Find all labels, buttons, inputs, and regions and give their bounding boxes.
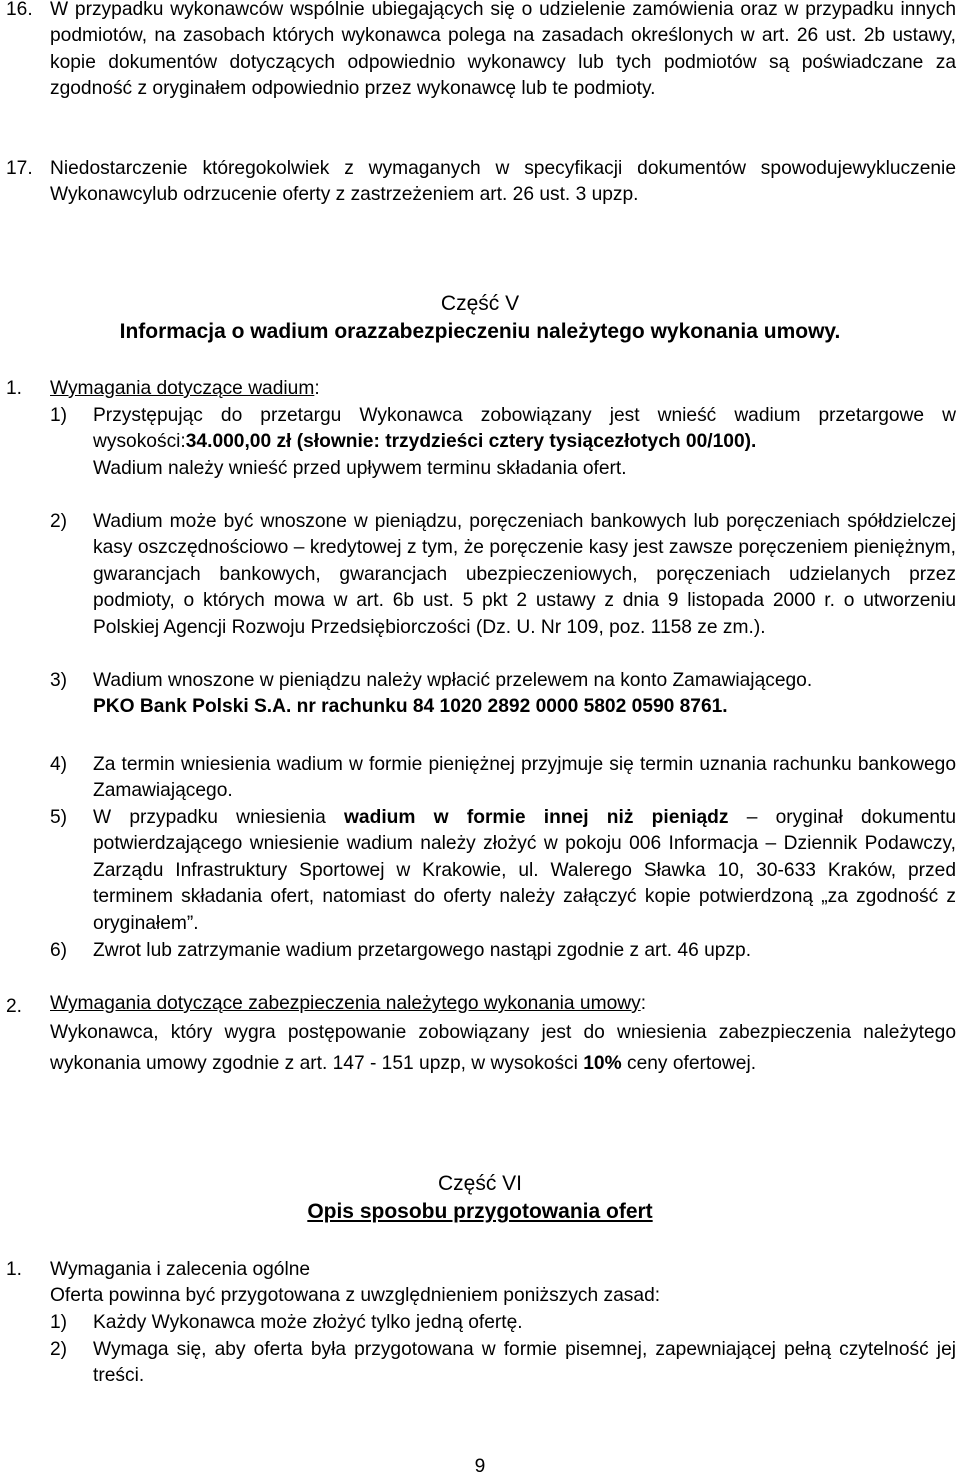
subitem-4: 4) Za termin wniesienia wadium w formie pieniężnej przyjmuje się termin uznania rachunku bankowego Zamawiającego.	[50, 752, 956, 805]
wadium-note: Wadium należy wnieść przed upływem terminu składania ofert.	[93, 457, 627, 479]
subitem-text: Wymaga się, aby oferta była przygotowana w formie pisemnej, zapewniającej pełną czytelność jej treści.	[93, 1339, 956, 1387]
section-title: Informacja o wadium orazzabezpieczeniu należytego wykonania umowy.	[119, 320, 841, 343]
item-intro: Oferta powinna być przygotowana z uwzględnieniem poniższych zasad:	[50, 1285, 661, 1307]
percent-value: 10%	[583, 1053, 622, 1074]
subitem-1: 1) Przystępując do przetargu Wykonawca zobowiązany jest wnieść wadium przetargowe w wysokości:34.000,00 zł (słownie: trzydzieści cztery tysiącezłotych 00/100). Wadium należy wnieść przed upływem terminu składania ofert.	[50, 403, 956, 482]
subitem-text: Wadium wnoszone w pieniądzu należy wpłacić przelewem na konto Zamawiającego.	[93, 670, 813, 691]
item-number: 1.	[6, 378, 23, 399]
item-number: 16.	[6, 0, 33, 20]
subitem-text: Każdy Wykonawca może złożyć tylko jedną ofertę.	[93, 1312, 523, 1333]
subitem-text: Wadium może być wnoszone w pieniądzu, poręczeniach bankowych lub poręczeniach spółdzielczej kasy oszczędnościowo – kredytowej z tym, że poręczenie kasy jest zawsze poręczeniem pieniężnym, gwarancjach bankowych, gwarancjach ubezpieczeniowych, poręczeniach udzielanych przez podmioty, o których mowa w art. 6b ust. 5 pkt 2 ustawy z dnia 9 listopada 2000 r. o utworzeniu Polskiej Agencji Rozwoju Przedsiębiorczości (Dz. U. Nr 109, poz. 1158 ze zm.).	[93, 511, 956, 638]
item-text: W przypadku wykonawców wspólnie ubiegających się o udzielenie zamówienia oraz w przypadku innych podmiotów, na zasobach których wykonawca polega na zasadach określonych w art. 26 ust. 2b ustawy, kopie dokumentów dotyczących odpowiednio wykonawcy lub tych podmiotów są poświadczane za zgodność z oryginałem odpowiednio przez wykonawcę lub te podmioty.	[50, 0, 956, 100]
item-label: Wymagania dotyczące wadium	[50, 378, 315, 399]
subitem-2: 2) Wadium może być wnoszone w pieniądzu, poręczeniach bankowych lub poręczeniach spółdzielczej kasy oszczędnościowo – kredytowej z tym, że poręczenie kasy jest zawsze poręczeniem pieniężnym, gwarancjach bankowych, gwarancjach ubezpieczeniowych, poręczeniach udzielanych przez podmioty, o których mowa w art. 6b ust. 5 pkt 2 ustawy z dnia 9 listopada 2000 r. o utworzeniu Polskiej Agencji Rozwoju Przedsiębiorczości (Dz. U. Nr 109, poz. 1158 ze zm.).	[50, 509, 956, 641]
subitem-3: 3) Wadium wnoszone w pieniądzu należy wpłacić przelewem na konto Zamawiającego. PKO Bank Polski S.A. nr rachunku 84 1020 2892 0000 5802 0590 8761.	[50, 668, 956, 721]
bank-account: PKO Bank Polski S.A. nr rachunku 84 1020 2892 0000 5802 0590 8761.	[93, 696, 728, 718]
wadium-amount: 34.000,00 zł (słownie: trzydzieści cztery tysiącezłotych 00/100).	[185, 431, 757, 453]
item-number: 1.	[6, 1259, 23, 1280]
item-number: 2.	[6, 996, 23, 1017]
subitem-1: 1) Każdy Wykonawca może złożyć tylko jedną ofertę.	[50, 1310, 956, 1336]
list-item-17	[6, 156, 956, 209]
item-text: Niedostarczenie któregokolwiek z wymaganych w specyfikacji dokumentów spowodujewykluczenie Wykonawcylub odrzucenie oferty z zastrzeżeniem art. 26 ust. 3 upzp.	[50, 158, 956, 206]
subitem-2: 2) Wymaga się, aby oferta była przygotowana w formie pisemnej, zapewniającej pełną czytelność jej treści.	[50, 1337, 956, 1390]
subitem-text: Za termin wniesienia wadium w formie pieniężnej przyjmuje się termin uznania rachunku bankowego Zamawiającego.	[93, 754, 956, 802]
section-title: Opis sposobu przygotowania ofert	[307, 1200, 653, 1223]
subitem-text: Zwrot lub zatrzymanie wadium przetargowego nastąpi zgodnie z art. 46 upzp.	[93, 940, 752, 961]
subitem-5: 5) W przypadku wniesienia wadium w formie innej niż pieniądz – oryginał dokumentu potwierdzającego wniesienie wadium należy złożyć w pokoju 006 Informacja – Dziennik Podawczy, Zarządu Infrastruktury Sportowej w Krakowie, ul. Walerego Sławka 10, 30-633 Kraków, przed terminem składania ofert, natomiast do oferty należy załączyć kopie potwierdzoną „za zgodność z oryginałem”.	[50, 807, 956, 934]
list-item-zabezpieczenie: 2. Wymagania dotyczące zabezpieczenia należytego wykonania umowy: Wykonawca, który wygra postępowanie zobowiązany jest do wniesienia zabezpieczenia należytego wykonania umowy zgodnie z art. 147 - 151 upzp, w wysokości 10% ceny ofertowej.	[6, 993, 956, 1074]
item-label: Wymagania i zalecenia ogólne	[50, 1259, 311, 1280]
item-number: 17.	[6, 158, 33, 179]
item-label: Wymagania dotyczące zabezpieczenia należytego wykonania umowy	[50, 993, 641, 1014]
list-item-ogolne	[6, 1257, 956, 1310]
section-heading: Część V	[440, 292, 520, 315]
subitem-text: Przystępując do przetargu Wykonawca zobowiązany jest wnieść wadium przetargowe w wysokości:	[93, 405, 956, 453]
list-item-16	[6, 0, 956, 103]
subitem-6: 6) Zwrot lub zatrzymanie wadium przetargowego nastąpi zgodnie z art. 46 upzp.	[50, 938, 956, 964]
wadium-form-emphasis: wadium w formie innej niż pieniądz	[344, 807, 729, 828]
list-item-wadium: 1. Wymagania dotyczące wadium:	[6, 376, 956, 402]
section-heading: Część VI	[437, 1172, 523, 1195]
page-number: 9	[474, 1456, 486, 1477]
